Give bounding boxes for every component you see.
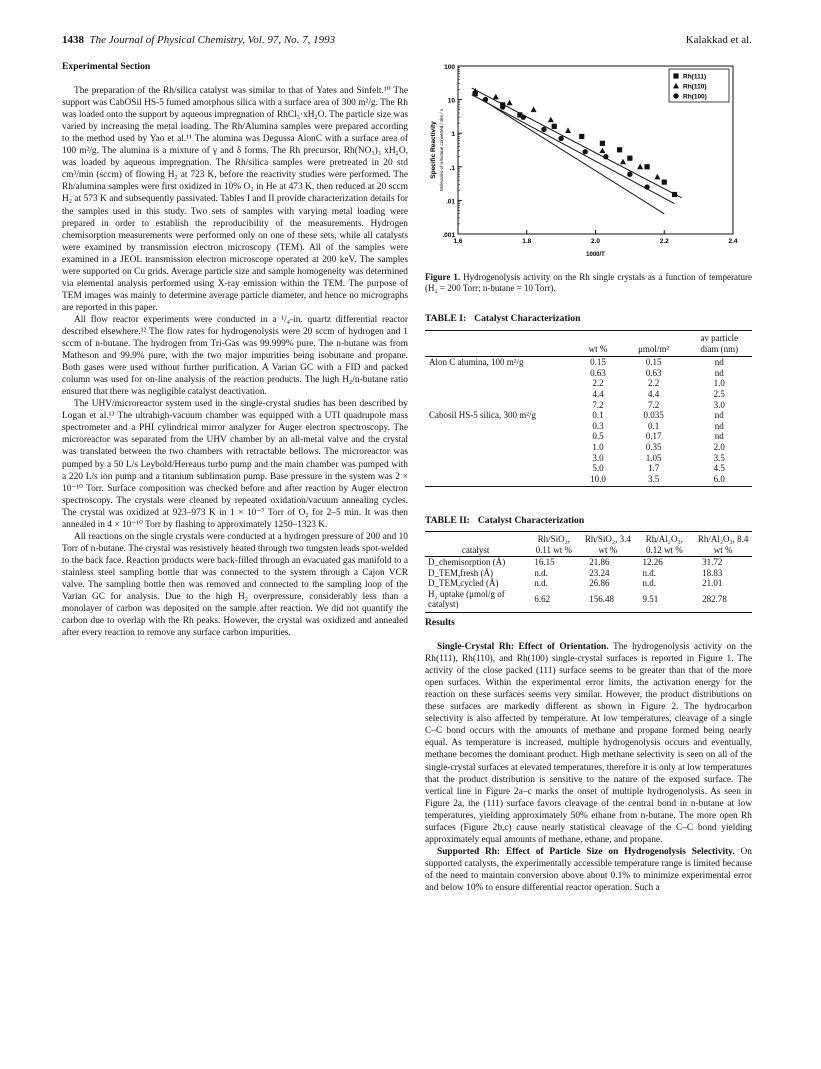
table-1-header: wt % [575, 333, 620, 357]
data-point-square [617, 147, 622, 152]
table-cell: 0.15 [645, 357, 662, 368]
table-row [425, 389, 752, 400]
table-cell: D_chemisorption (Å) [428, 557, 506, 567]
table-2-title: Catalyst Characterization [477, 515, 585, 526]
table-row [425, 431, 752, 442]
table-cell: 3.0 [592, 452, 604, 463]
table-cell: 10.0 [575, 474, 620, 487]
table-cell: 282.78 [694, 589, 752, 613]
figure-1-svg [425, 58, 755, 273]
table-cell [425, 378, 575, 389]
data-point-circle [500, 104, 505, 109]
data-point-triangle [599, 148, 605, 154]
page-number: 1438 [62, 34, 84, 46]
table-cell: 26.86 [589, 578, 610, 588]
figure-1-chart [425, 58, 755, 278]
table-cell [425, 431, 575, 442]
table-cell [425, 421, 575, 432]
table-2-header: Rh/SiO₂, 3.4 wt % [581, 534, 634, 557]
data-point-circle [558, 136, 563, 141]
x-tick-label: 1.8 [522, 238, 532, 245]
left-column [62, 61, 408, 639]
table-cell: 0.63 [645, 367, 662, 378]
table-cell: 6.0 [687, 474, 752, 487]
x-tick-label: 1.6 [453, 238, 463, 245]
results-p1-text: The hydrogenolysis activity on the Rh(111), Rh(110), and Rh(100) single-crystal surfaces is reported in Figure 1. The activity of the close packed (111) surface seems to be greater than that of the more open surfaces. Within the experimental error limits, the activation energy for the reaction on these surfaces seems very similar. However, the product distributions on these surfaces are markedly different as shown in Figure 2. The hydrocarbon selectivity is also affected by temperature. At low temperatures, cleavage of a single C–C bond occurs with the amounts of methane and propane formed being nearly equal. As temperature is increased, multiple hydrogenolysis occurs and eventually, methane becomes the dominant product. High methane selectivity is seen on all of the single-crystal surfaces at elevated temperatures, therefore it is only at low temperatures that the product distribution is sensitive to the nature of the exposed surface. The vertical line in Figure 2a–c marks the onset of multiple hydrogenolysis. As seen in Figure 2a, the (111) surface favors cleavage of the central bond in n-butane at low temperatures, yielding approximately 50% ethane from n-butane. The more open Rh surfaces (Figure 2b,c) cause nearly statistical cleavage of the C–C bond yielding approximately equal amounts of methane, ethane, and propane. [425, 642, 752, 845]
experimental-paragraph-2: All flow reactor experiments were conducted in a ¹/₄-in. quartz differential reactor described elsewhere.¹² The flow rates for hydrogenolysis were 20 sccm of hydrogen and 1 sccm of n-butane. The hydrogen from Tri-Gas was 99.999% pure. The n-butane was from Matheson and 99.9% pure, with the two major impurities being isobutane and propane. Both gases were used without further purification. A Varian GC with a FID and packed column was used for on-line analysis of the reaction products. The high H₂/n-butane ratio ensured that there was negligible catalyst deactivation. [62, 314, 408, 398]
data-point-circle [483, 97, 488, 102]
table-cell: 0.035 [643, 410, 664, 421]
table-cell: 2.5 [713, 388, 725, 399]
experimental-paragraph-4: All reactions on the single crystals were conducted at a hydrogen pressure of 200 and 10 Torr of n-butane. The crystal was resistively heated through two tungsten leads spot-welded to the back face. Reaction products were back-filled through an evacuated gas manifold to a stainless steel sampling bottle that was connected to the system through a Cajon VCR valve. The sampling bottle then was removed and connected to the sampling loop of the Varian GC for analysis. Due to the high H₂ overpressure, considerably less than a monolayer of carbon was deposited on the sample after reaction. We did not quantify the carbon due to overlap with the Rh peaks. However, the crystal was oxidized and annealed after every reaction to remove any surface carbon impurities. [62, 531, 408, 639]
data-point-square [579, 134, 584, 139]
data-point-square [600, 141, 605, 146]
data-point-circle [582, 149, 587, 154]
table-2-header: catalyst [425, 534, 526, 557]
table-cell: 0.15 [590, 357, 606, 368]
journal-line [62, 34, 335, 46]
table-cell: 0.17 [645, 431, 662, 442]
table-cell [425, 453, 575, 464]
table-2-header: Rh/SiO₂, 0.11 wt % [526, 534, 581, 557]
table-cell [425, 474, 575, 487]
legend-label: Rh(100) [683, 93, 707, 101]
table-row [425, 368, 752, 379]
fit-line [472, 95, 675, 204]
data-point-triangle [493, 94, 499, 100]
table-cell: nd [714, 431, 724, 442]
table-cell: 7.2 [592, 399, 604, 410]
table-1 [425, 308, 752, 487]
table-cell: 2.2 [647, 378, 660, 389]
table-cell: 16.15 [534, 557, 555, 567]
data-point-square [673, 73, 678, 78]
data-point-square [672, 192, 677, 197]
x-tick-label: 2.0 [590, 238, 601, 245]
table-cell: 1.7 [647, 463, 660, 474]
experimental-paragraph-3: The UHV/microreactor system used in the single-crystal studies has been described by Logan et al.¹³ The ultrahigh-vacuum chamber was equipped with a UTI quadrupole mass spectrometer and a PHI cylindrical mirror analyzer for Auger electron spectroscopy. The microreactor was separated from the UHV chamber by an all-metal valve and the crystal was translated between the two chambers with retractable bellows. The microreactor was pumped by a 50 L/s Leybold/Hereaus turbo pump and the main chamber was pumped with a 220 L/s ion pump and a titanium sublimation pump. Base pressure in the system was 2 × 10⁻¹⁰ Torr. Surface composition was checked before and after reaction by Auger electron spectroscopy. The crystals were cleaned by repeated oxidation/vacuum annealing cycles. The crystal was oxidized at 923–973 K in 1 × 10⁻⁷ Torr of O₂ for 2–5 min. It was then annealed in 4 × 10⁻¹⁰ Torr by flashing to approximately 1250–1323 K. [62, 399, 408, 530]
table-cell: 4.4 [592, 388, 604, 399]
table-cell: 21.01 [702, 578, 723, 588]
table-cell [425, 463, 575, 474]
table-cell: D_TEM,fresh (Å) [428, 567, 493, 578]
y-tick-label: .1 [449, 164, 455, 172]
table-cell: 0.1 [647, 420, 660, 431]
y-tick-label: .001 [442, 232, 455, 239]
table-2-header: Rh/Al₂O₃, 8.4 wt % [694, 534, 752, 557]
y-axis-label: Specific Reactivity [430, 121, 437, 179]
table-cell: 31.72 [702, 557, 723, 567]
x-tick-label: 2.2 [659, 238, 669, 245]
legend-label: Rh(110) [683, 83, 707, 91]
table-cell: 0.35 [645, 441, 662, 452]
table-1-title: Catalyst Characterization [474, 313, 581, 324]
data-point-triangle [548, 117, 554, 123]
table-2 [425, 510, 752, 613]
table-cell: 12.26 [642, 557, 663, 567]
table-row [425, 578, 752, 589]
table-cell [425, 368, 575, 379]
table-cell [425, 389, 575, 400]
table-cell: 3.5 [621, 474, 687, 487]
table-1-header [425, 333, 575, 357]
page-header [62, 34, 752, 50]
table-1-label: TABLE I: [425, 313, 467, 324]
table-cell: 0.1 [592, 410, 604, 421]
table-row [425, 421, 752, 432]
data-point-circle [627, 172, 632, 177]
data-point-square [552, 124, 557, 129]
table-cell: H₂ uptake (μmol/g of catalyst) [425, 589, 526, 613]
data-point-circle [521, 114, 526, 119]
table-2-grid [425, 531, 752, 613]
running-authors: Kalakkad et al. [685, 34, 752, 46]
table-cell: 1.05 [645, 452, 662, 463]
table-cell: 5.0 [592, 463, 604, 474]
table-cell: D_TEM,cycled (Å) [428, 578, 499, 588]
table-cell: 21.86 [589, 557, 610, 567]
table-cell: 0.5 [592, 431, 604, 442]
table-row [425, 474, 752, 487]
table-cell: 18.83 [702, 567, 723, 578]
figure-1-label: Figure 1. [425, 272, 461, 282]
table-row [425, 463, 752, 474]
table-cell: nd [714, 357, 724, 368]
results-section [425, 617, 752, 894]
data-point-triangle [654, 174, 660, 180]
experimental-paragraph-1: The preparation of the Rh/silica catalyst was similar to that of Yates and Sinfelt.¹⁰ The support was CabOSil HS-5 fumed amorphous silica with a surface area of 300 m²/g. The Rh was loaded onto the support by aqueous impregnation of RhCl₃·xH₂O. The particle size was varied by increasing the metal loading. The Rh/Alumina samples were prepared according to the method used by Yao et al.¹¹ The alumina was Degussa AlonC with a surface area of 100 m²/g. The alumina is a mixture of γ and δ forms. The Rh precursor, Rh(NO₃)₃ xH₂O, was loaded by aqueous impregnation. The Rh/silica samples were pretreated in 20 std cm³/min (sccm) of flowing H₂ at 723 K, before the reactivity studies were performed. The Rh/alumina samples were first oxidized in 10% O₂ in He at 473 K, then reduced at 20 sccm H₂ at 573 K and subsequently passivated. Tables I and II provide characterization details for the samples used in this study. Two sets of samples with varying metal loading were prepared in order to establish the reproducibility of the measurements. Hydrogen chemisorption measurements were performed only on one of these sets, while all catalysts were examined by transmission electron microscopy (TEM). All of the samples were examined in a JEOL transmission electron microscope operated at 200 keV. The samples were supported on Cu grids. Average particle size and sample homogeneity was determined via elemental analysis performed using X-ray emission within the TEM. The purpose of TEM images was mainly to determine average particle diameter, and hence no micrographs are reported in this paper. [62, 86, 408, 313]
table-row [425, 357, 752, 368]
data-point-circle [673, 93, 678, 98]
table-cell [425, 442, 575, 453]
data-point-triangle [637, 164, 643, 170]
table-row [425, 589, 752, 613]
table-cell: 9.51 [634, 589, 694, 613]
table-1-grid [425, 330, 752, 487]
table-cell: n.d. [642, 578, 656, 588]
table-cell: n.d. [642, 567, 656, 578]
table-cell: 2.2 [592, 378, 604, 389]
table-cell: 1.0 [592, 441, 604, 452]
results-paragraph-1 [425, 641, 752, 846]
figure-1-caption [425, 272, 752, 294]
table-cell: 156.48 [581, 589, 634, 613]
table-cell: n.d. [534, 567, 548, 578]
table-cell: nd [714, 410, 724, 421]
table-cell: 23.24 [589, 567, 610, 578]
table-cell [425, 400, 575, 411]
table-row [425, 442, 752, 453]
y-tick-label: 10 [447, 97, 455, 105]
table-cell: 3.0 [713, 399, 725, 410]
results-paragraph-2 [425, 846, 752, 894]
table-row [425, 400, 752, 411]
table-row [425, 568, 752, 579]
table-cell: 3.5 [713, 452, 725, 463]
results-p2-text: On supported catalysts, the experimentally accessible temperature range is limited because of the need to maintain conversion above about 0.1% to minimize experimental error and below 10% to ensure differential reactor operation. Such a [425, 846, 752, 893]
legend-label: Rh(111) [683, 73, 707, 81]
table-2-header: Rh/Al₂O₃, 0.12 wt % [634, 534, 694, 557]
figure-1-caption-text: Hydrogenolysis activity on the Rh single crystals as a function of temperature (H₂ = 200 Torr; n-butane = 10 Torr). [425, 272, 753, 293]
results-heading: Results [425, 617, 455, 628]
table-cell: 6.62 [526, 589, 581, 613]
experimental-heading: Experimental Section [62, 61, 151, 72]
data-point-square [627, 156, 632, 161]
table-cell: Cabosil HS-5 silica, 300 m²/g [429, 410, 536, 421]
table-cell: 0.63 [590, 367, 606, 378]
table-cell: nd [714, 420, 724, 431]
data-point-triangle [531, 107, 537, 113]
fit-line [482, 100, 664, 214]
table-cell: 2.0 [713, 441, 725, 452]
y-axis-sublabel: Molecules of n-butane converted / site / s [439, 108, 444, 192]
table-cell: n.d. [534, 578, 548, 588]
x-tick-label: 2.4 [728, 238, 738, 245]
table-1-header: μmol/m² [621, 333, 687, 357]
table-cell: nd [714, 367, 724, 378]
table-row [425, 378, 752, 389]
table-cell: 1.0 [713, 378, 725, 389]
data-point-triangle [507, 100, 513, 106]
table-row [425, 453, 752, 464]
table-cell: 7.2 [647, 399, 660, 410]
journal-name: The Journal of Physical Chemistry, Vol. 97, No. 7, 1993 [89, 34, 336, 46]
data-point-circle [644, 184, 649, 189]
data-point-circle [603, 154, 608, 159]
table-1-header: av particle diam (nm) [687, 333, 752, 357]
table-row [425, 410, 752, 421]
data-point-square [662, 180, 667, 185]
x-axis-label: 1000/T [586, 252, 605, 258]
table-2-label: TABLE II: [425, 515, 470, 526]
results-p2-runhead: Supported Rh: Effect of Particle Size on Hydrogenolysis Selectivity. [437, 846, 735, 857]
data-point-triangle [565, 127, 571, 133]
table-cell: Alon C alumina, 100 m²/g [429, 357, 524, 368]
table-cell: 0.3 [592, 420, 604, 431]
data-point-square [644, 164, 649, 169]
table-cell: 4.4 [647, 388, 660, 399]
table-row [425, 557, 752, 568]
table-cell: 4.5 [713, 463, 725, 474]
data-point-circle [541, 127, 546, 132]
y-tick-label: .01 [445, 198, 455, 206]
data-point-triangle [620, 159, 626, 165]
y-tick-label: 100 [444, 64, 455, 71]
results-p1-runhead: Single-Crystal Rh: Effect of Orientation. [437, 642, 609, 653]
y-tick-label: 1 [451, 131, 455, 139]
